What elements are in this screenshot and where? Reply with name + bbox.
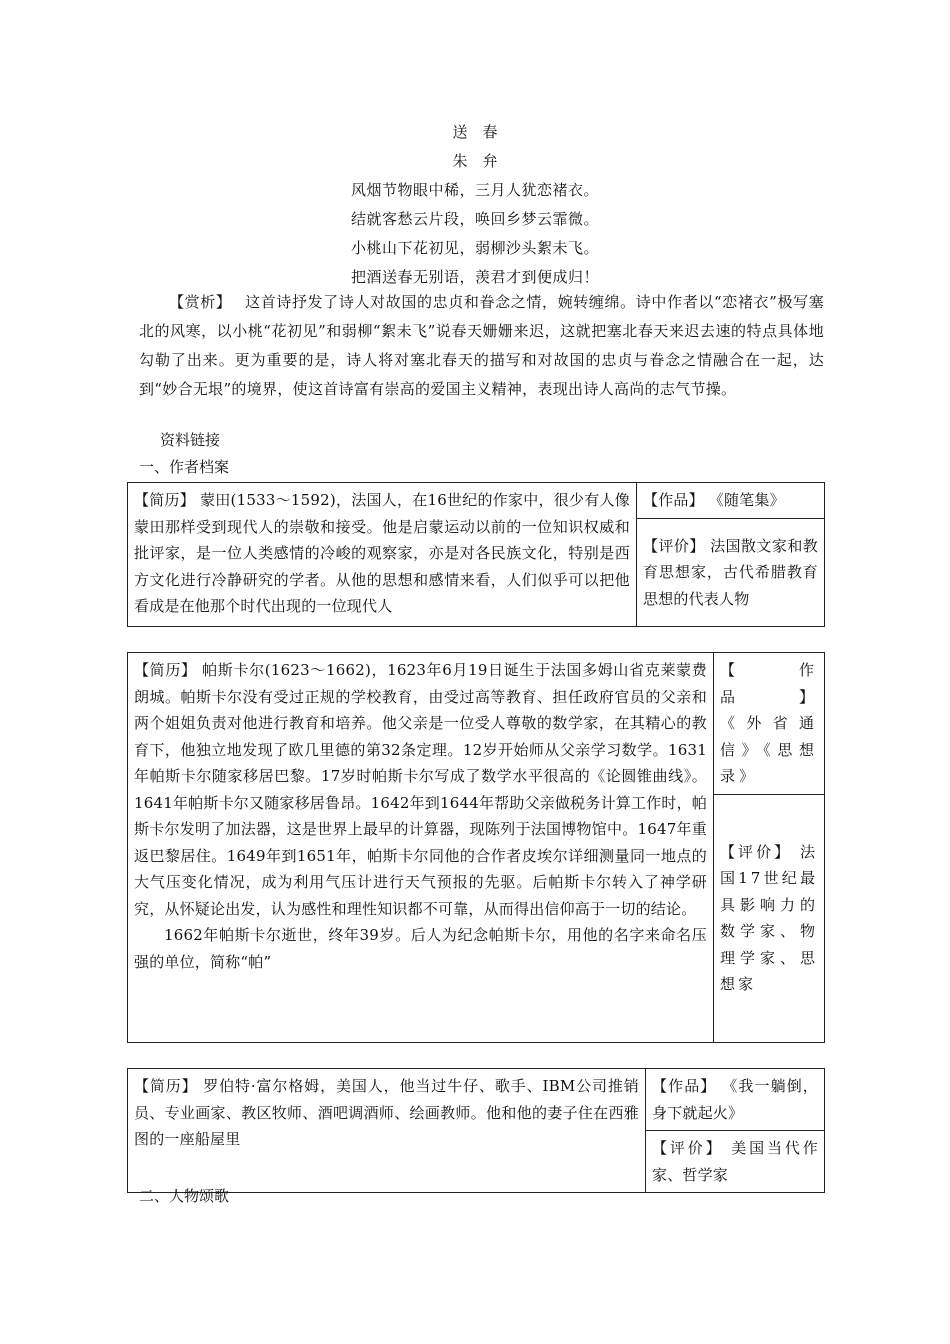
- review-text: 法国17世纪最具影响力的数学家、物理学家、思想家: [720, 842, 818, 994]
- bio-text-continued: 1662年帕斯卡尔逝世，终年39岁。后人为纪念帕斯卡尔，用他的名字来命名压强的单位，简称“帕”: [134, 926, 707, 971]
- poem-line: 结就客愁云片段，唤回乡梦云霏微。: [350, 210, 599, 228]
- section-heading-author: 一、作者档案: [139, 458, 230, 476]
- profile-table-fulghum: [127, 1068, 825, 1193]
- poem-author: 朱 弁: [452, 152, 498, 170]
- section-link-heading: 资料链接: [160, 431, 221, 449]
- poem-line: 小桃山下花初见，弱柳沙头絮未飞。: [350, 239, 599, 257]
- section-heading-tribute: 二、人物颂歌: [139, 1187, 230, 1205]
- works-label: 【作品】: [652, 1077, 717, 1095]
- bio-text: 蒙田(1533～1592)，法国人，在16世纪的作家中，很少有人像蒙田那样受到现代人的崇敬和接受。他是启蒙运动以前的一位知识权威和批评家，是一位人类感情的冷峻的观察家，亦是对各民族文化，特别是西方文化进行冷静研究的学者。从他的思想和感情来看，人们似乎可以把他看成是在他那个时代出现的一位现代人: [134, 491, 630, 615]
- works-text: 《随笔集》: [708, 491, 785, 509]
- bio-text: 帕斯卡尔(1623～1662)，1623年6月19日诞生于法国多姆山省克莱蒙费朗城。帕斯卡尔没有受过正规的学校教育，由受过高等教育、担任政府官员的父亲和两个姐姐负责对他进行教育和培养。他父亲是一位受人尊敬的数学家，在其精心的教育下，他独立地发现了欧几里德的第32条定理。12岁开始师从父亲学习数学。1631年帕斯卡尔随家移居巴黎。17岁时帕斯卡尔写成了数学水平很高的《论圆锥曲线》。1641年帕斯卡尔又随家移居鲁昂。1642年到1644年帮助父亲做税务计算工作时，帕斯卡尔发明了加法器，这是世界上最早的计算器，现陈列于法国博物馆中。1647年重返巴黎居住。1649年到1651年，帕斯卡尔同他的合作者皮埃尔详细测量同一地点的大气压变化情况，成为利用气压计进行天气预报的先驱。后帕斯卡尔转入了神学研究，从怀疑论出发，认为感性和理性知识都不可靠，从而得出信仰高于一切的结论。: [134, 661, 707, 918]
- bio-label: 【简历】: [134, 661, 197, 679]
- profile-table-pascal: [127, 652, 838, 1043]
- review-cell: [637, 518, 825, 627]
- analysis-label: 【赏析】: [169, 293, 225, 311]
- bio-text: 罗伯特·富尔格姆，美国人，他当过牛仔、歌手、IBM公司推销员、专业画家、教区牧师、酒吧调酒师、绘画教师。他和他的妻子住在西雅图的一座船屋里: [134, 1077, 639, 1148]
- poem-line: 把酒送春无别语，羡君才到便成归！: [350, 268, 599, 286]
- bio-cell: [128, 653, 714, 1043]
- bio-cell: [128, 483, 637, 627]
- works-cell: [646, 1069, 825, 1131]
- works-cell: [714, 653, 838, 795]
- review-label: 【评价】: [643, 536, 705, 555]
- profile-table-montaigne: [127, 482, 825, 627]
- works-cell: [637, 483, 825, 519]
- review-label: 【评价】: [720, 842, 793, 861]
- works-text: 《外省通信》《思想录》: [720, 714, 818, 785]
- review-label: 【评价】: [652, 1139, 724, 1157]
- analysis-paragraph: [139, 288, 824, 404]
- review-cell: [646, 1131, 825, 1193]
- works-label: 【 作 品 】: [720, 661, 838, 706]
- works-label: 【作品】: [643, 491, 704, 509]
- poem-line: 风烟节物眼中稀，三月人犹恋褚衣。: [350, 181, 599, 199]
- bio-label: 【简历】: [134, 491, 196, 509]
- review-text: 美国当代作家、哲学家: [652, 1139, 818, 1184]
- bio-label: 【简历】: [134, 1077, 198, 1095]
- analysis-text: 这首诗抒发了诗人对故国的忠贞和眷念之情，婉转缠绵。诗中作者以“恋褚衣”极写塞北的风寒，以小桃“花初见”和弱柳“絮未飞”说春天姗姗来迟，这就把塞北春天来迟去速的特点具体地勾勒了出来。更为重要的是，诗人将对塞北春天的描写和对故国的忠贞与眷念之情融合在一起，达到“妙合无垠”的境界，使这首诗富有崇高的爱国主义精神，表现出诗人高尚的志气节操。: [139, 293, 824, 398]
- review-cell: [714, 794, 825, 1043]
- bio-cell: [128, 1069, 646, 1193]
- review-text: 法国散文家和教育思想家，古代希腊教育思想的代表人物: [643, 536, 818, 608]
- poem-title: 送 春: [452, 123, 498, 141]
- works-text: 《我一躺倒，身下就起火》: [652, 1077, 819, 1122]
